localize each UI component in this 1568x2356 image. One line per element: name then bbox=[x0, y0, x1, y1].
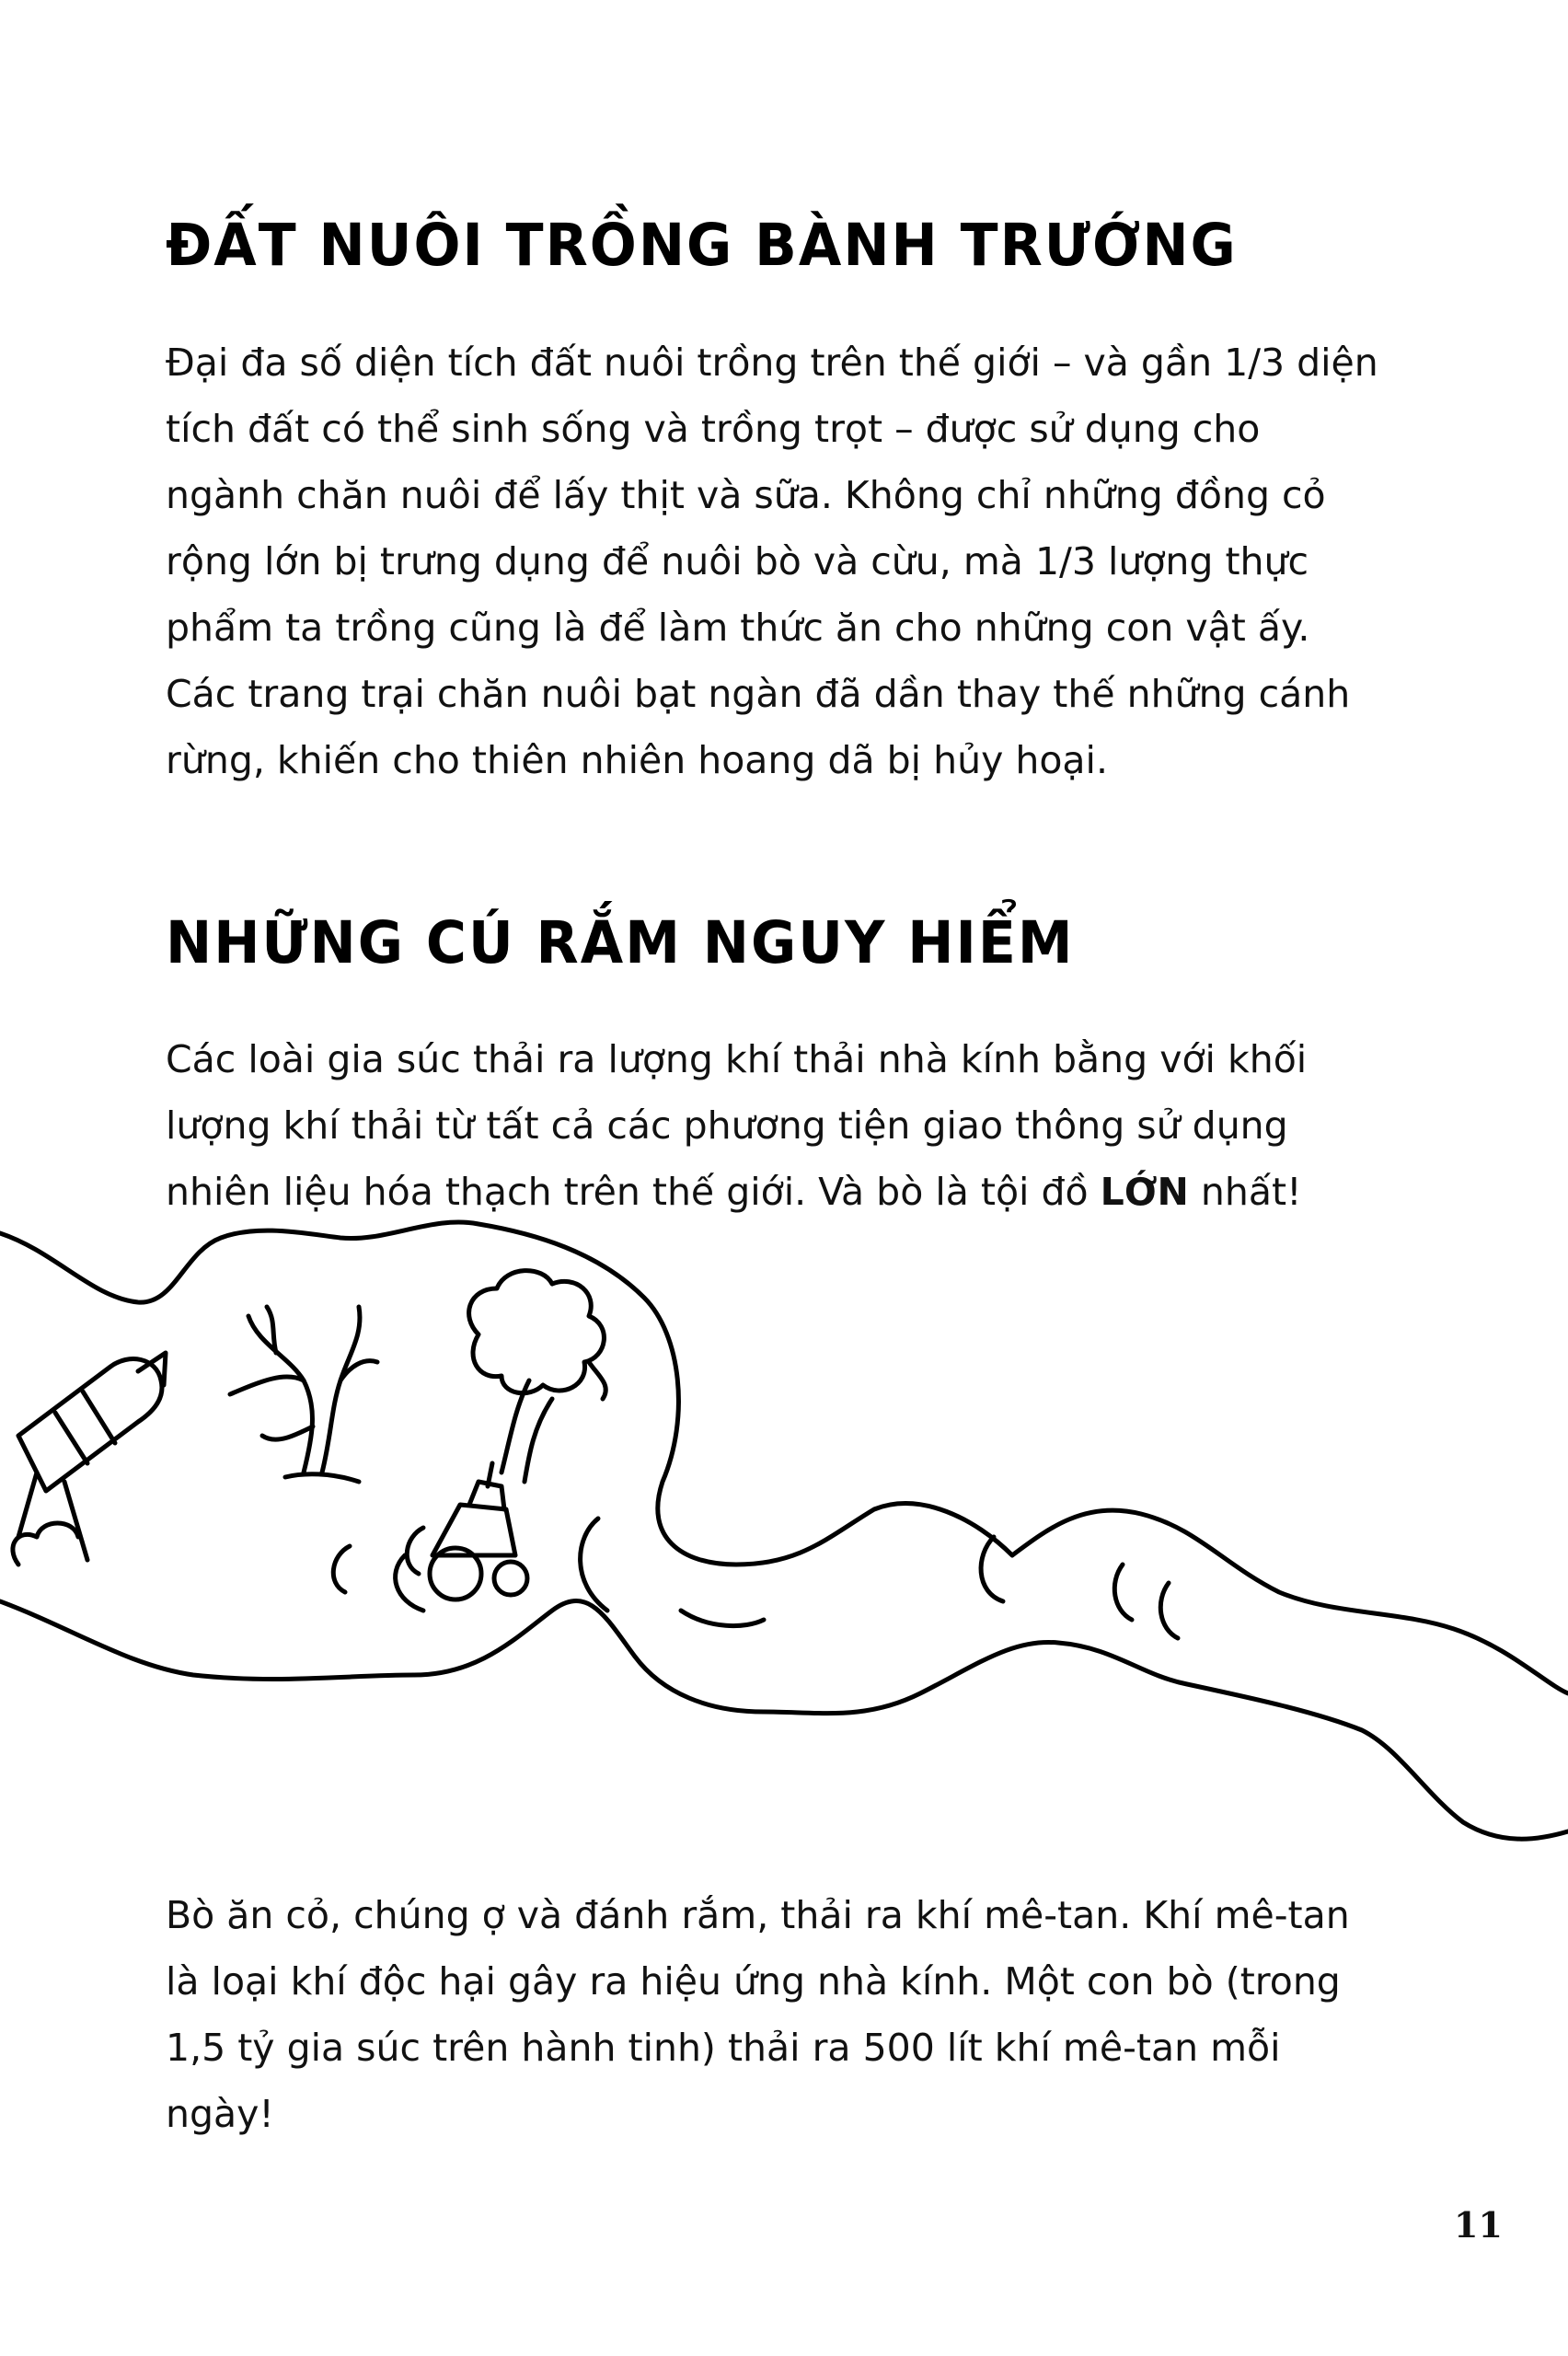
emphasis-big: LỚN bbox=[1100, 1170, 1189, 1214]
paragraph-farts bbox=[166, 1026, 1389, 1225]
paragraph-farts-part2: nhất! bbox=[1188, 1170, 1302, 1214]
gas-cloud-illustration bbox=[0, 1196, 1568, 1896]
cloud-puff-7 bbox=[1160, 1583, 1178, 1638]
cloud-outline-bottom bbox=[0, 1601, 1568, 1840]
cloud-outline-top bbox=[0, 1222, 1568, 1693]
section-title-land: ĐẤT NUÔI TRỒNG BÀNH TRƯỚNG bbox=[166, 212, 1238, 280]
section-title-farts: NHỮNG CÚ RẮM NGUY HIỂM bbox=[166, 909, 1075, 977]
dead-tree-icon bbox=[230, 1307, 377, 1482]
paragraph-methane: Bò ăn cỏ, chúng ợ và đánh rắm, thải ra khí mê-tan. Khí mê-tan là loại khí độc hại gây ra hiệu ứng nhà kính. Một con bò (trong 1,5 tỷ gia súc trên hành tinh) thải ra 500 lít khí mê-tan mỗi ngày! bbox=[166, 1893, 1350, 2136]
page-number: 11 bbox=[1454, 2204, 1503, 2246]
tractor-icon bbox=[430, 1463, 527, 1600]
paragraph-farts-part1: Các loài gia súc thải ra lượng khí thải nhà kính bằng với khối lượng khí thải từ tất cả các phương tiện giao thông sử dụng nhiên liệu hóa thạch trên thế giới. Và bò là tội đồ bbox=[166, 1037, 1308, 1214]
live-tree-icon bbox=[469, 1271, 606, 1482]
cloud-puff-4 bbox=[581, 1519, 607, 1611]
cloud-puff-3 bbox=[407, 1528, 423, 1574]
cloud-puff-9 bbox=[681, 1611, 764, 1626]
cloud-puff-2 bbox=[333, 1546, 350, 1592]
cloud-puff-6 bbox=[1114, 1565, 1132, 1620]
paragraph-land: Đại đa số diện tích đất nuôi trồng trên thế giới – và gần 1/3 diện tích đất có thể sinh sống và trồng trọt – được sử dụng cho ngành chăn nuôi để lấy thịt và sữa. Không chỉ những đồng cỏ rộng lớn bị trưng dụng để nuôi bò và cừu, mà 1/3 lượng thực phẩm ta trồng cũng là để làm thức ăn cho những con vật ấy. Các trang trại chăn nuôi bạt ngàn đã dần thay thế những cánh rừng, khiến cho thiên nhiên hoang dã bị hủy hoại. bbox=[166, 341, 1378, 782]
